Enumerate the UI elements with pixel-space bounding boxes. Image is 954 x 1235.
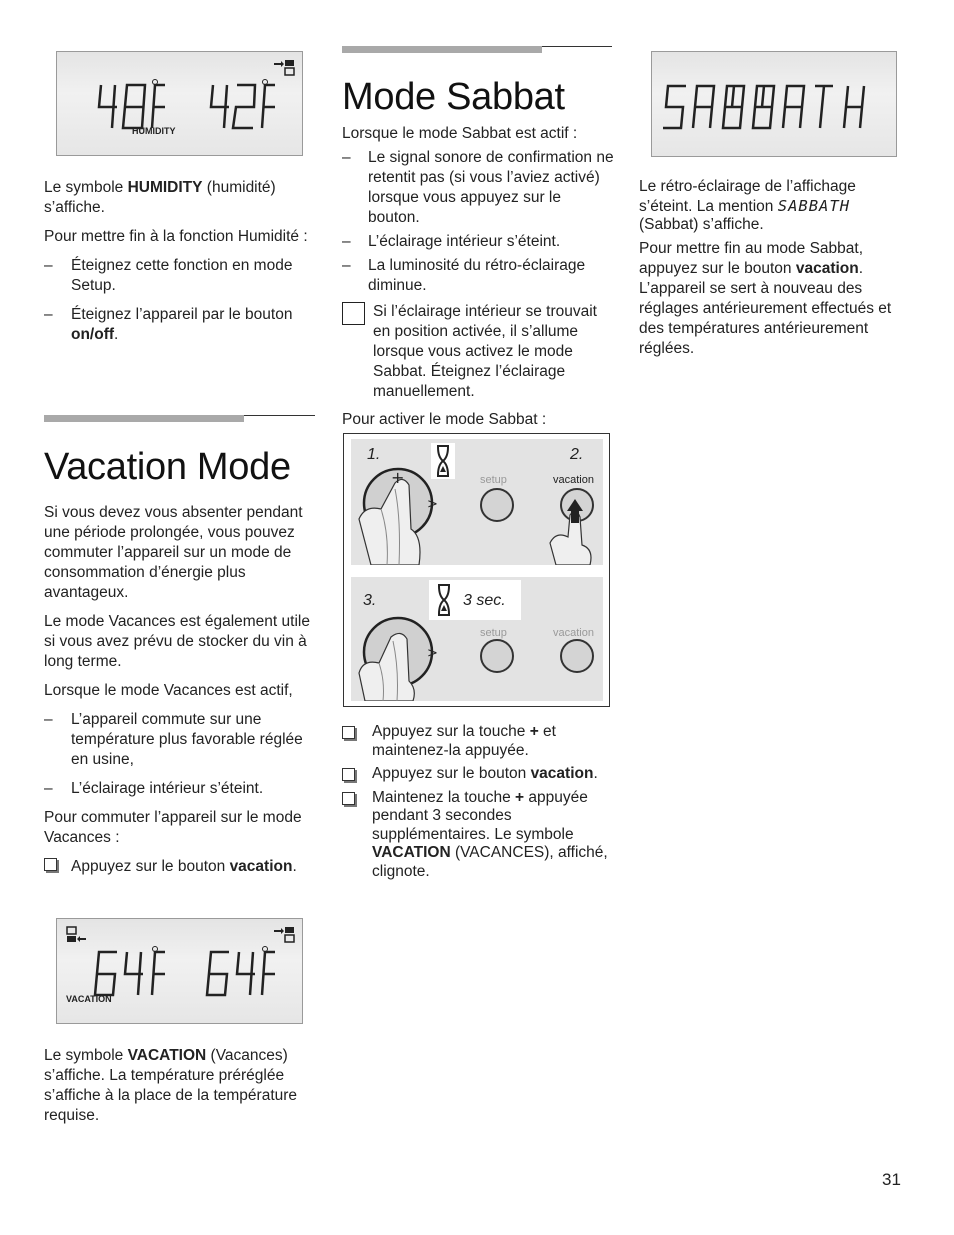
- vacation-label: vacation: [553, 627, 594, 639]
- checkbox-icon: [44, 858, 57, 871]
- hand-holding-plus-icon: [351, 577, 451, 701]
- humidity-end-paragraph: Pour mettre fin à la fonction Humidité :: [44, 228, 308, 245]
- step-1-label: 1.: [367, 446, 381, 463]
- sabbath-steps: [342, 723, 614, 881]
- humidity-display-digits: [57, 52, 302, 155]
- list-item: – Éteignez cette fonction en mode Setup.: [44, 257, 293, 294]
- humidity-label: HUMIDITY: [132, 126, 176, 136]
- checkbox-icon: [342, 726, 355, 739]
- note: Si l’éclairage intérieur se trouvait en position activée, il s’allume lorsque vous activez le mode Sabbat. Éteignez l’éclairage manuellement.: [342, 302, 614, 402]
- setup-button[interactable]: [480, 639, 514, 673]
- step-item: Appuyez sur le bouton vacation.: [342, 765, 614, 784]
- sabbath-backlight-paragraph: Le rétro-éclairage de l’affichage s’éteint. La mention SABBATH (Sabbat) s’affiche.: [639, 178, 856, 233]
- vacation-paragraph: Lorsque le mode Vacances est actif,: [44, 682, 293, 699]
- section-divider-line: [542, 46, 612, 47]
- section-divider-bar: [44, 415, 244, 422]
- step-2-label: 2.: [570, 446, 584, 463]
- sabbath-title: Mode Sabbat: [342, 76, 565, 118]
- left-column: [44, 178, 320, 345]
- sabbath-end-paragraph: Pour mettre fin au mode Sabbat, appuyez sur le bouton vacation. L’appareil se sert à nouveau des réglages antérieurement effectués et des températures antérieurement réglées.: [639, 239, 892, 357]
- checkbox-icon: [342, 768, 355, 781]
- hand-pressing-vacation-icon: [546, 495, 606, 565]
- vacation-label: vacation: [553, 474, 594, 486]
- figure-panel-1: [351, 439, 603, 565]
- page-number: 31: [882, 1170, 901, 1189]
- sabbath-figure: [343, 433, 610, 707]
- humidity-paragraph: Le symbole HUMIDITY (humidité) s’affiche.: [44, 179, 276, 216]
- list-item: – L’éclairage intérieur s’éteint.: [44, 780, 264, 797]
- section-divider-line: [244, 415, 315, 416]
- vacation-label: VACATION: [66, 994, 112, 1004]
- checkbox-icon: [342, 792, 355, 805]
- duration-label: 3 sec.: [463, 592, 506, 609]
- setup-label: setup: [480, 627, 507, 639]
- svg-text:>: >: [427, 497, 438, 512]
- sabbath-display-text: [652, 52, 896, 156]
- sabbath-display: [651, 51, 897, 157]
- list-item: – L’éclairage intérieur s’éteint.: [342, 233, 561, 250]
- sabbath-activate-paragraph: Pour activer le mode Sabbat :: [342, 411, 547, 428]
- setup-button[interactable]: [480, 488, 514, 522]
- svg-text:>: >: [427, 646, 438, 661]
- svg-text:+: +: [391, 468, 405, 487]
- sabbath-intro: Lorsque le mode Sabbat est actif :: [342, 125, 578, 142]
- list-item: – L’appareil commute sur une température plus favorable réglée en usine,: [44, 711, 303, 768]
- list-item: – Éteignez l’appareil par le bouton on/off.: [44, 306, 293, 343]
- sabbath-segment-text: SABBATH: [777, 196, 851, 215]
- vacation-section: [44, 445, 320, 877]
- vacation-button[interactable]: [560, 639, 594, 673]
- vacation-display-digits: [57, 919, 302, 1023]
- vacation-title: Vacation Mode: [44, 446, 291, 488]
- step-item: Appuyez sur la touche + et maintenez-la appuyée.: [342, 723, 614, 760]
- figure-panel-2: [351, 577, 603, 701]
- vacation-symbol-paragraph: Le symbole VACATION (Vacances) s’affiche. La température préréglée s’affiche à la place de la température requise.: [44, 1047, 298, 1124]
- vacation-step: Appuyez sur le bouton vacation.: [44, 857, 320, 877]
- section-divider-bar: [342, 46, 542, 53]
- vacation-paragraph: Le mode Vacances est également utile si vous avez prévu de stocker du vin à long terme.: [44, 613, 310, 670]
- sabbath-section: [342, 75, 614, 430]
- vacation-paragraph: Pour commuter l’appareil sur le mode Vacances :: [44, 809, 302, 846]
- note-box-icon: [342, 302, 365, 325]
- setup-label: setup: [480, 474, 507, 486]
- vacation-intro: Si vous devez vous absenter pendant une période prolongée, vous pouvez commuter l’appareil sur un mode de consommation d’énergie plus avantageux.: [44, 504, 303, 601]
- hand-pressing-plus-icon: [351, 439, 451, 565]
- right-column: [639, 178, 909, 359]
- step-3-label: 3.: [363, 592, 377, 609]
- vacation-display: [56, 918, 303, 1024]
- step-item: Maintenez la touche + appuyée pendant 3 secondes supplémentaires. Le symbole VACATION (VACANCES), affiché, clignote.: [342, 789, 614, 882]
- list-item: – La luminosité du rétro-éclairage diminue.: [342, 257, 586, 294]
- list-item: – Le signal sonore de confirmation ne retentit pas (si vous l’aviez activé) lorsque vous appuyez sur le bouton.: [342, 149, 614, 226]
- humidity-display: [56, 51, 303, 156]
